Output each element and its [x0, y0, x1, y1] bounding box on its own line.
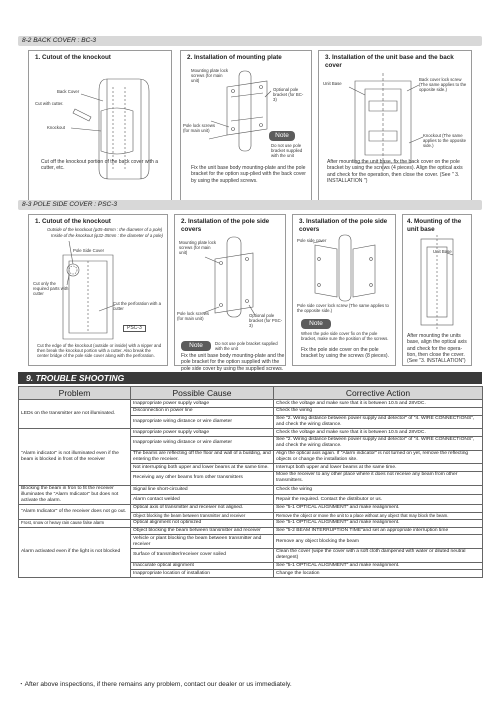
table-row: [19, 527, 483, 535]
action-cell: Check the voltage and make sure that it is between 10.5 and 28VDC.: [274, 400, 483, 408]
psc3-p4-title: 4. Mounting of the unit base: [407, 218, 462, 233]
action-cell: Change the location: [274, 570, 483, 578]
action-cell: Check the wiring: [274, 485, 483, 495]
action-cell: See "5-2 BEAM INTERRUPTION TIME"and set an appropriate interruption time: [274, 527, 483, 535]
psc3-p1-model: PSC-3: [123, 325, 146, 332]
side-cover-install-drawing: [293, 215, 397, 367]
action-cell: See "5-1 OPTICAL ALIGNMENT" and make realignment.: [274, 504, 483, 512]
table-row: [19, 429, 483, 437]
cause-cell: Inappropriate power supply voltage: [131, 400, 274, 408]
section-title-psc3: 8-3 POLE SIDE COVER : PSC-3: [22, 201, 118, 208]
psc3-p1-title: 1. Cutout of the knockout: [35, 218, 111, 225]
cause-cell: Surface of transmitter/receiver cover soiled: [131, 548, 274, 562]
problem-cell: Frost, snow or heavy rain cause false alarm: [19, 519, 131, 527]
psc3-p3-title: 3. Installation of the pole side covers: [299, 218, 388, 233]
cause-cell: Alarm contact welded: [131, 495, 274, 505]
cause-cell: The beams are reflecting off the floor and wall of a building, and entering the receiver.: [131, 450, 274, 464]
cause-cell: Inappropriate location of installation: [131, 570, 274, 578]
section-bar-bc3: [18, 36, 482, 46]
psc3-panel-pole-side: [174, 214, 286, 372]
bc3-panel-cutout: [28, 50, 172, 202]
psc3-p3-label-lock-screw: Pole side cover lock screw (The same applies to the opposite side.): [297, 303, 389, 313]
cause-cell: Inappropriate power supply voltage: [131, 429, 274, 437]
bc3-p2-label-pole-lock: Pole lock screws (for main unit): [183, 123, 215, 133]
trouble-table-header: [19, 387, 483, 400]
problem-cell: "Alarm Indicator" of the receiver does not go out.: [19, 504, 131, 519]
action-cell: Repair the required. Contact the distributor or us.: [274, 495, 483, 505]
footer-note: ・After above inspections, if there remains any problem, contact our dealer or us immediately.: [18, 681, 292, 688]
cause-cell: Inaccurate optical alignment: [131, 562, 274, 570]
bc3-p1-text: Cut off the knockout portion of the back cover with a cutter, etc.: [41, 159, 159, 172]
bc3-p3-label-unit-base: Unit Base: [323, 81, 342, 86]
action-cell: See "5-1 OPTICAL ALIGNMENT" and make realignment.: [274, 519, 483, 527]
psc3-p4-label-unit-base: Unit Base: [433, 249, 452, 254]
trouble-table: [18, 386, 483, 578]
bc3-p3-label-knockout: Knockout (The same applies to the opposite side.): [423, 133, 467, 148]
col-header-action: Corrective Action: [274, 387, 483, 400]
problem-cell: "Alarm indicator" is not illuminated even if the beam is blocked in front of the receiver: [19, 429, 131, 485]
action-cell: Remove any object blocking the beam: [274, 535, 483, 549]
psc3-p3-label-pole-side-cover: Pole side cover: [297, 238, 327, 243]
action-cell: See "2. Wiring distance between power supply and detector" of "4. WIRE CONNECTIONS", and check the wiring distance.: [274, 436, 483, 450]
cause-cell: Object blocking the beam between transmitter and receiver: [131, 512, 274, 519]
col-header-cause: Possible Cause: [131, 387, 274, 400]
table-row: [19, 485, 483, 495]
table-row: [19, 519, 483, 527]
bc3-p2-note-text: Do not use pole bracket supplied with the unit: [271, 143, 303, 158]
psc3-p2-title: 2. Installation of the pole side covers: [181, 218, 270, 233]
action-cell: Check the wiring: [274, 407, 483, 415]
psc3-p1-label-inside: Inside of the knockout (φ32-35mm : the diameter of a pole): [51, 233, 163, 238]
action-cell: See "5-1 OPTICAL ALIGNMENT" and make realignment.: [274, 562, 483, 570]
psc3-p2-label-pole-lock: Pole lock screws (for main unit): [177, 311, 209, 321]
bc3-panel-unit-base: [318, 50, 472, 202]
psc3-p1-label-cut-perforation: Cut the perforation with a cutter: [113, 301, 162, 311]
psc3-p2-label-mounting-plate: Mounting plate lock screws (for main unit): [179, 240, 217, 255]
bc3-p2-title: 2. Installation of mounting plate: [187, 54, 282, 61]
psc3-p3-note-text: When the pole side cover fix on the pole bracket, make sure the position of the screws.: [301, 331, 389, 341]
psc3-p3-note-badge: Note: [301, 319, 331, 329]
psc3-p1-label-outside: Outside of the knockout (φ35-48mm : the diameter of a pole): [47, 227, 163, 232]
psc3-p3-text: Fix the pole side cover on the pole bracket by using the screws (8 pieces).: [301, 347, 390, 360]
trouble-table-body: [19, 400, 483, 578]
cause-cell: Receiving any other beams from other transmitters: [131, 471, 274, 485]
action-cell: Move the receiver to any other place where it does not receive any beam from other transmitters.: [274, 471, 483, 485]
cause-cell: Vehicle or plant blocking the beam between transmitter and receiver: [131, 535, 274, 549]
problem-cell: LEDs on the transmitter are not illuminated.: [19, 400, 131, 429]
psc3-p2-label-optional-bracket: Optional pole bracket (for PSC-3): [249, 313, 283, 328]
bc3-p1-label-cut: Cut with cutter.: [35, 101, 64, 106]
cause-cell: Inappropriate wiring distance or wire diameter: [131, 436, 274, 450]
action-cell: Interrupt both upper and lower beams at the same time.: [274, 464, 483, 472]
cause-cell: Optical axis of transmitter and receiver not aligned.: [131, 504, 274, 512]
action-cell: Remove the object or move the unit to a place without any object that may block the beam.: [274, 512, 483, 519]
back-cover-drawing: [29, 51, 173, 203]
bc3-p3-label-lock-screw: Back cover lock screw (The same applies to the opposite side.): [419, 77, 467, 92]
psc3-p2-note-text: Do not use pole bracket supplied with the unit: [215, 341, 278, 351]
action-cell: Clean the cover (wipe the cover with a soft cloth dampened with water or diluted neutral detergent): [274, 548, 483, 562]
bc3-p2-note-badge: Note: [269, 131, 295, 141]
psc3-panel-unit-base: [402, 214, 472, 366]
bc3-p3-text: After mounting the unit base, fix the back cover on the pole bracket by using the screws (4 pieces). Align the optical axis and check for the operation, then close the cover. (See " 3. INSTALLATION "): [327, 159, 463, 184]
psc3-p2-note-badge: Note: [181, 341, 211, 351]
psc3-panel-cutout: [28, 214, 168, 366]
problem-cell: Alarm activated even if the light is not blocked: [19, 527, 131, 578]
psc3-p1-label-cut-only: Cut only the required parts with cutter: [33, 281, 69, 296]
bc3-p2-label-mounting-plate: Mounting plate lock screws (for main unit): [191, 68, 229, 83]
bc3-panel-mounting: [180, 50, 312, 202]
bc3-p2-label-optional-bracket: Optional pole bracket (for BC-3): [273, 87, 304, 102]
bc3-p1-title: 1. Cutout of the knockout: [35, 54, 111, 61]
section-title-bc3: 8-2 BACK COVER : BC-3: [22, 37, 97, 44]
bc3-p1-label-knockout: Knockout: [47, 125, 65, 130]
cause-cell: Disconnection in power line: [131, 407, 274, 415]
action-cell: See "2. Wiring distance between power supply and detector" of "4. WIRE CONNECTIONS", and check the wiring distance.: [274, 415, 483, 429]
cause-cell: Not interrupting both upper and lower beams at the same time.: [131, 464, 274, 472]
psc3-p2-text: Fix the unit base body mounting-plate and the pole bracket for the option supplied with the pole side cover by using the supplied screws.: [181, 353, 285, 372]
bc3-p3-title: 3. Installation of the unit base and the back cover: [325, 54, 454, 69]
action-cell: Check the voltage and make sure that it is between 10.5 and 28VDC.: [274, 429, 483, 437]
col-header-problem: Problem: [19, 387, 131, 400]
section-bar-psc3: [18, 200, 482, 210]
psc3-p4-text: After mounting the units base, align the optical axis and check for the opera-tion, then close the cover. (See "3. INSTALLATION"): [407, 333, 467, 365]
psc3-p1-label-pole-side-cover: Pole Side Cover: [73, 248, 105, 253]
trouble-title: 9. TROUBLE SHOOTING: [26, 373, 125, 383]
cause-cell: Inappropriate wiring distance or wire diameter: [131, 415, 274, 429]
action-cell: Align the optical axis again. If "Alarm indicator" is not turned on yet, remove the reflecting objects or change the installation site.: [274, 450, 483, 464]
problem-cell: Blocking the beam in fron to fit the receiver illuminates the "Alarm Indicator" but does not activate the alarm.: [19, 485, 131, 504]
cause-cell: Optical alignment not optimized: [131, 519, 274, 527]
psc3-p1-text: Cut the edge of the knockout (outside or inside) with a nipper and then break the knockout portion with a cutter. Also break the center bridge of the pole side cover along with the perforation.: [37, 343, 162, 358]
psc3-panel-side-covers: [292, 214, 396, 366]
table-row: [19, 504, 483, 512]
bc3-p1-label-back-cover: Back Cover: [57, 89, 80, 94]
trouble-header: [18, 372, 482, 384]
bc3-p2-text: Fix the unit base body mounting-plate and the pole bracket for the option sup-plied with the back cover by using the supplied screws.: [191, 165, 306, 184]
cause-cell: Signal line short-circuited: [131, 485, 274, 495]
cause-cell: Object blocking the beam between transmitter and receiver: [131, 527, 274, 535]
table-row: [19, 400, 483, 408]
